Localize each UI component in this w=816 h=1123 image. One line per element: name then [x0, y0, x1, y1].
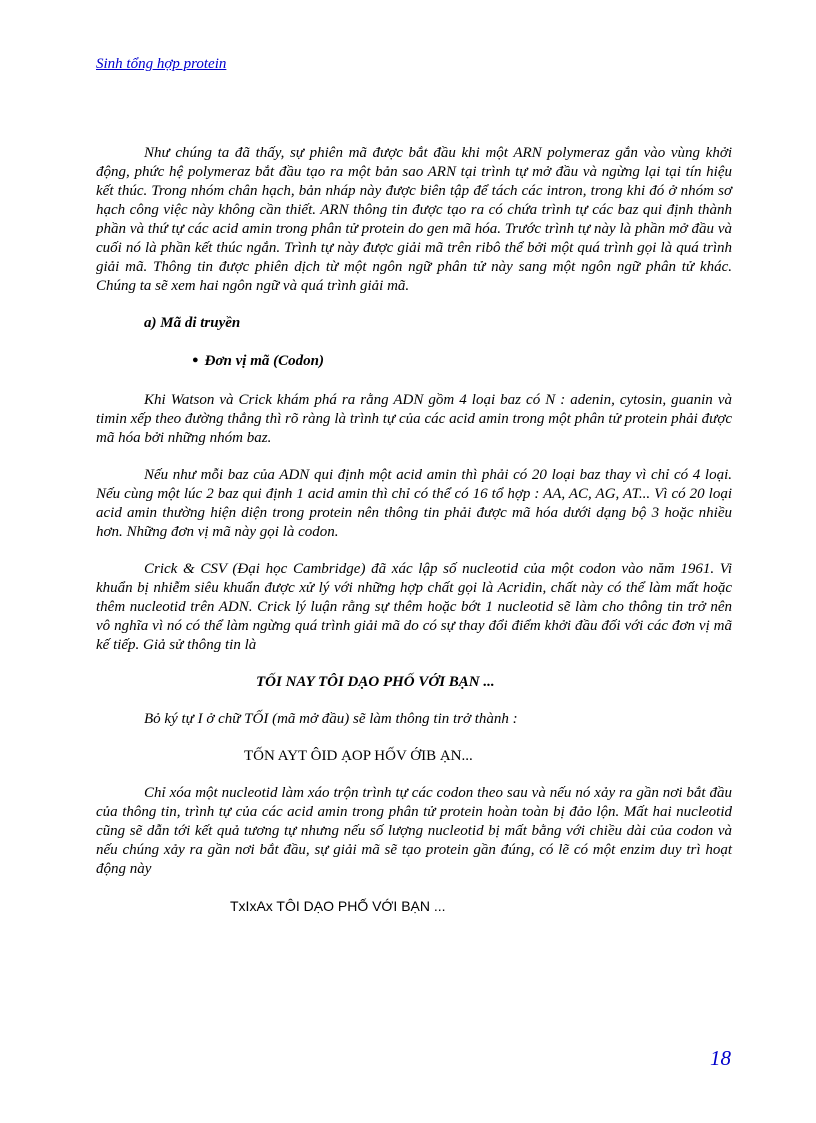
- page-body: [96, 144, 732, 916]
- paragraph-transcription: Như chúng ta đã thấy, sự phiên mã được bắt đầu khi một ARN polymeraz gắn vào vùng khởi động, phức hệ polymeraz bắt đầu tạo ra một bản sao ARN tại trình tự mở đầu và ngừng lại tại tín hiệu kết thúc. Trong nhóm chân hạch, bản nháp này được biên tập để tách các intron, trong khi đó ở nhóm sơ hạch công việc này không cần thiết. ARN thông tin được tạo ra có chứa trình tự các baz qui định thành phần và thứ tự các acid amin trong phân tử protein do gen mã hóa. Trước trình tự này là phần mở đầu và cuối nó là phần kết thúc ngắn. Trình tự này được giải mã trên ribô thể bởi một quá trình gọi là quá trình giải mã. Thông tin được phiên dịch từ một ngôn ngữ phân tử này sang một ngôn ngữ phân tử khác. Chúng ta sẽ xem hai ngôn ngữ và quá trình giải mã.: [96, 145, 732, 294]
- paragraph-base-combinations: Nếu như mỗi baz của ADN qui định một acid amin thì phải có 20 loại baz thay vì chỉ có 4 loại. Nếu cùng một lúc 2 baz qui định 1 acid amin thì chỉ có thể có 16 tổ hợp : AA, AC, AG, AT... Vì có 20 loại acid amin thường hiện diện trong protein nên thông tin phải được mã hóa dưới dạng bộ 3 hoặc nhiều hơn. Những đơn vị mã này gọi là codon.: [96, 467, 732, 540]
- bullet-icon: ●: [192, 354, 199, 366]
- section-heading-genetic-code: a) Mã di truyền: [144, 315, 241, 331]
- bullet-item-codon: [192, 351, 732, 371]
- paragraph-remove-letter: Bỏ ký tự I ở chữ TỐI (mã mở đầu) sẽ làm thông tin trở thành :: [144, 711, 518, 727]
- example-shifted: TỐN AYT ÔID ẠOP HỐV ỚIB ẠN...: [244, 748, 473, 764]
- document-header: Sinh tổng hợp protein: [96, 56, 227, 72]
- example-deleted: TxIxAx TÔI DẠO PHỐ VỚI BẠN ...: [230, 898, 446, 914]
- bullet-label: Đơn vị mã (Codon): [204, 353, 324, 369]
- example-sentence: TỐI NAY TÔI DẠO PHỐ VỚI BẠN ...: [256, 674, 495, 690]
- page-number: 18: [710, 1046, 731, 1070]
- paragraph-deletion-effect: Chỉ xóa một nucleotid làm xáo trộn trình tự các codon theo sau và nếu nó xảy ra gần nơi bắt đầu của thông tin, trình tự của các acid amin trong phân tử protein hoàn toàn bị đảo lộn. Mất hai nucleotid cũng sẽ dẫn tới kết quả tương tự nhưng nếu số lượng nucleotid bị mất bằng với chiều dài của codon và nếu chúng xảy ra gần nơi bắt đầu, sự giải mã sẽ tạo protein gần đúng, có lẽ có một enzim duy trì hoạt động này: [96, 785, 732, 877]
- paragraph-crick-experiment: Crick & CSV (Đại học Cambridge) đã xác lập số nucleotid của một codon vào năm 1961. Vi khuẩn bị nhiễm siêu khuẩn được xử lý với những hợp chất gọi là Acridin, chất này có thể làm mất hoặc thêm nucleotid trên ADN. Crick lý luận rằng sự thêm hoặc bớt 1 nucleotid sẽ làm cho thông tin trở nên vô nghĩa vì nó có thể làm ngừng quá trình giải mã do có sự thay đổi điểm khởi đầu đối với các đơn vị mã kế tiếp. Giả sử thông tin là: [96, 561, 732, 653]
- paragraph-watson-crick: Khi Watson và Crick khám phá ra rằng ADN gồm 4 loại baz có N : adenin, cytosin, guanin và timin xếp theo đường thẳng thì rõ ràng là trình tự của các acid amin trong một phân tử protein phải được mã hóa bởi những nhóm baz.: [96, 392, 732, 446]
